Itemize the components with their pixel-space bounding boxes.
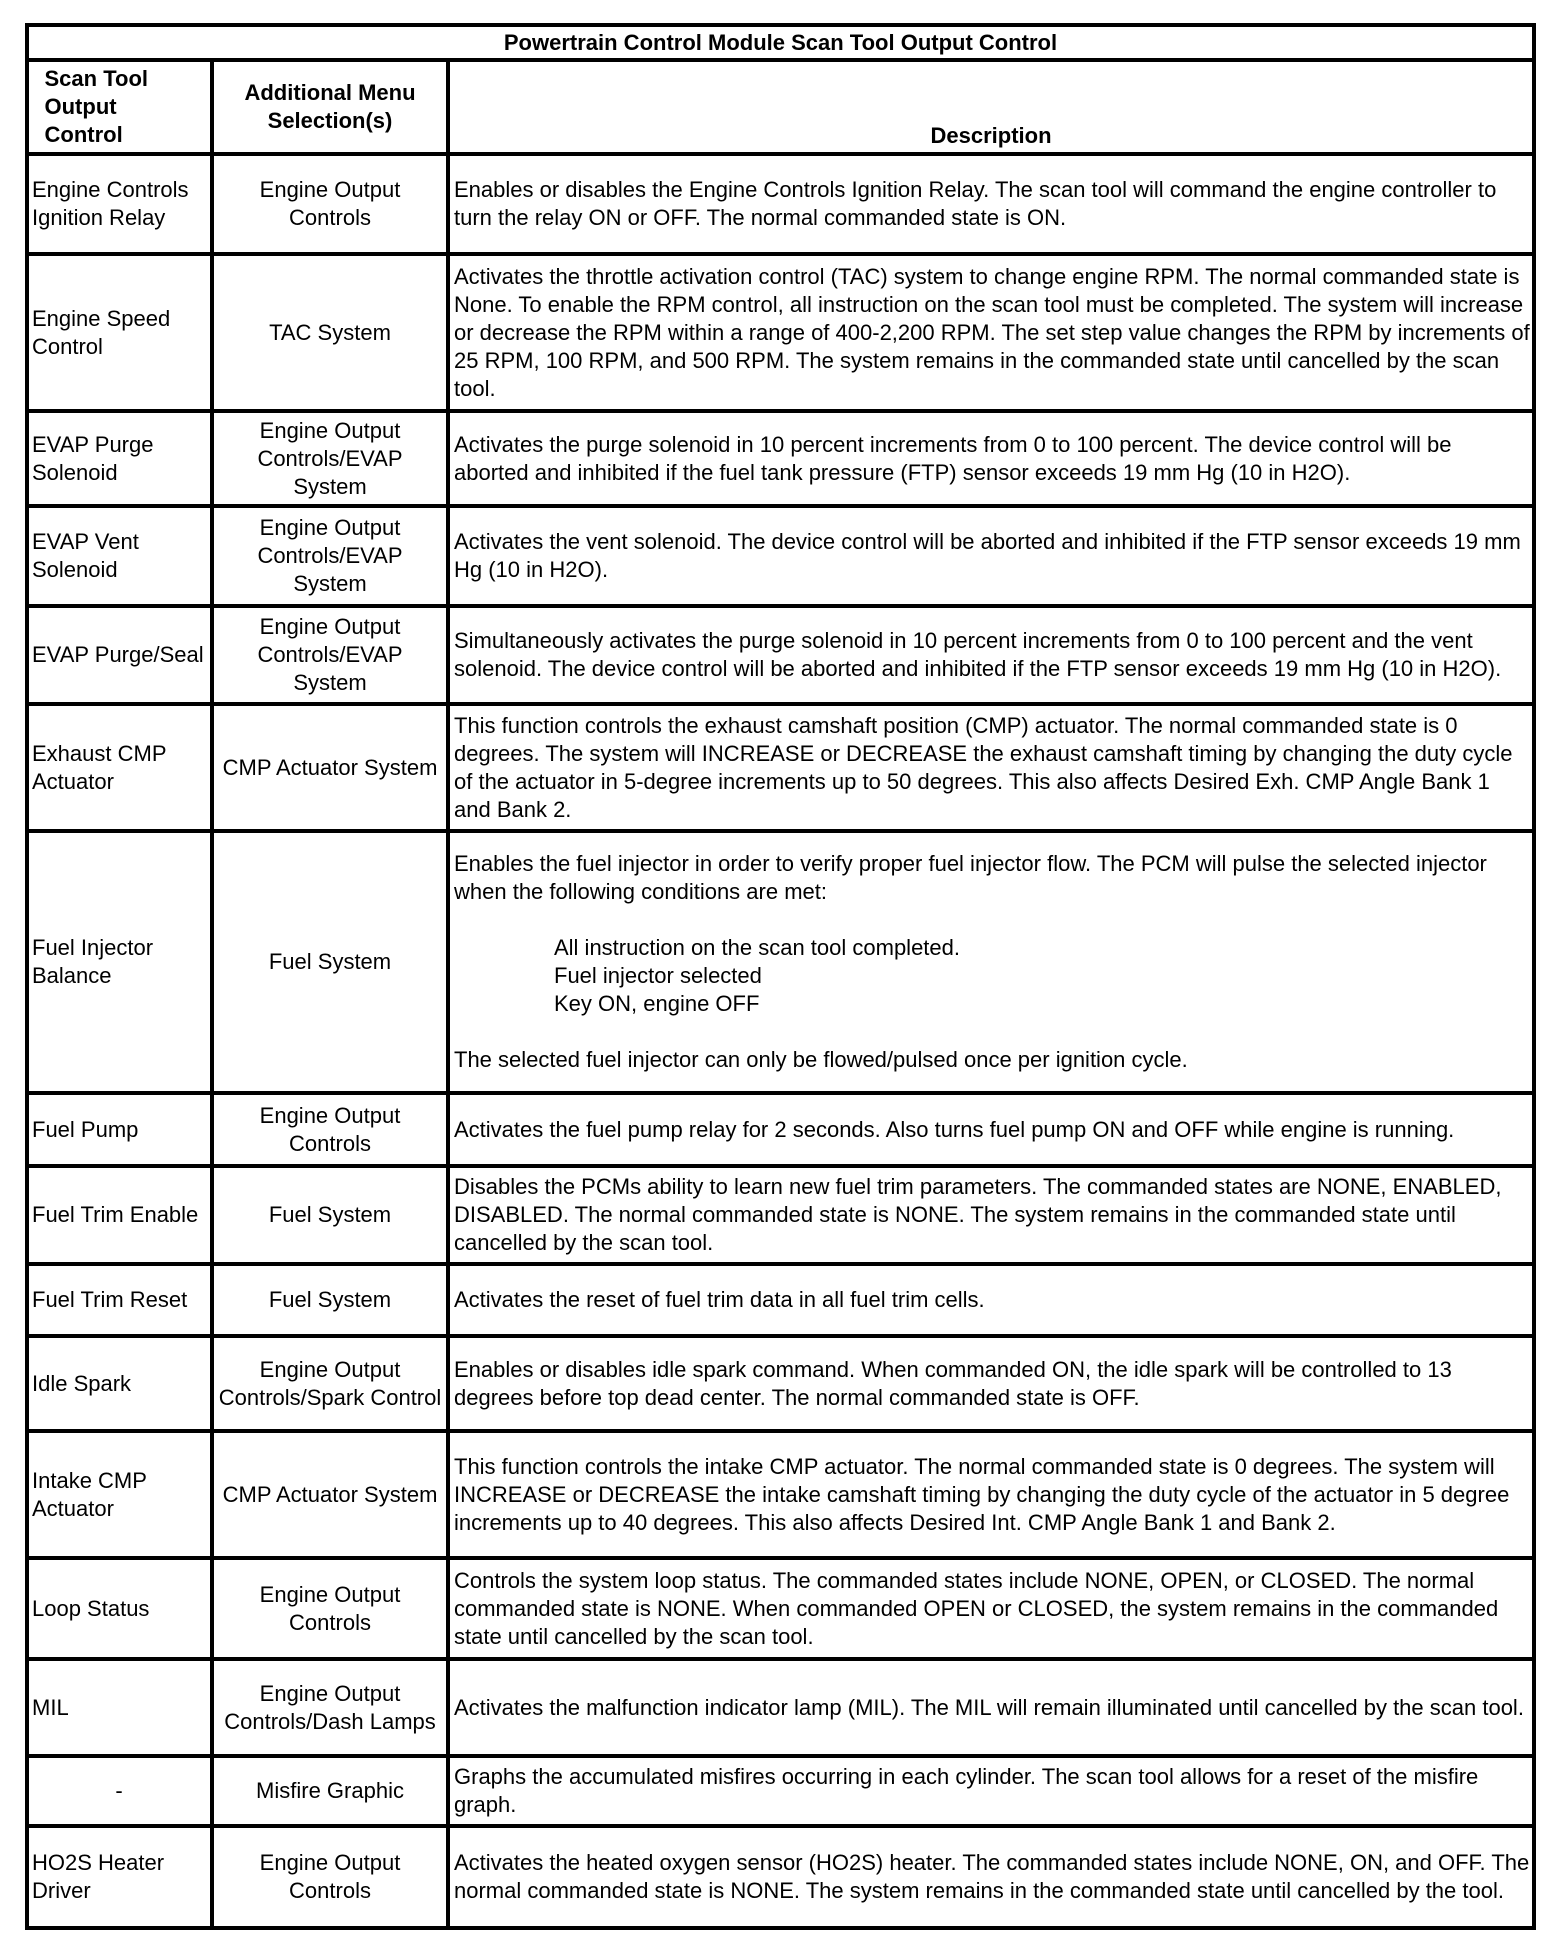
cell-description: This function controls the intake CMP actuator. The normal commanded state is 0 degrees. The system will INCREASE or DECREASE the intake camshaft timing by changing the duty cycle of the actuator in 5 degree increments up to 40 degrees. This also affects Desired Int. CMP Angle Bank 1 and Bank 2. <box>448 1431 1534 1558</box>
cell-menu-selection: Fuel System <box>212 1166 448 1264</box>
table-row <box>27 704 1534 831</box>
table-row <box>27 411 1534 506</box>
table-title-row <box>27 25 1534 60</box>
cell-menu-selection: Fuel System <box>212 831 448 1093</box>
cell-description: Activates the fuel pump relay for 2 seconds. Also turns fuel pump ON and OFF while engine is running. <box>448 1093 1534 1166</box>
cell-menu-selection: Engine Output Controls <box>212 1826 448 1928</box>
cell-description: Enables or disables the Engine Controls Ignition Relay. The scan tool will command the engine controller to turn the relay ON or OFF. The normal commanded state is ON. <box>448 154 1534 254</box>
table-row <box>27 1166 1534 1264</box>
table-header-row <box>27 60 1534 154</box>
header-menu-selection-label: Additional Menu Selection(s) <box>244 80 416 133</box>
table-row <box>27 154 1534 254</box>
spacer <box>454 1018 1530 1046</box>
cell-output-control: EVAP Purge/Seal <box>27 606 212 704</box>
cell-description: Activates the heated oxygen sensor (HO2S) heater. The commanded states include NONE, ON, and OFF. The normal commanded state is NONE. The system remains in the commanded state until cancelled by the tool. <box>448 1826 1534 1928</box>
cell-menu-selection: Engine Output Controls/EVAP System <box>212 606 448 704</box>
cell-description: Activates the vent solenoid. The device control will be aborted and inhibited if the FTP sensor exceeds 19 mm Hg (10 in H2O). <box>448 506 1534 606</box>
cell-output-control: HO2S Heater Driver <box>27 1826 212 1928</box>
cell-output-control: Intake CMP Actuator <box>27 1431 212 1558</box>
table-row <box>27 1659 1534 1756</box>
cell-description: Disables the PCMs ability to learn new fuel trim parameters. The commanded states are NONE, ENABLED, DISABLED. The normal commanded state is NONE. The system remains in the commanded state until cancelled by the scan tool. <box>448 1166 1534 1264</box>
cell-description: Graphs the accumulated misfires occurring in each cylinder. The scan tool allows for a reset of the misfire graph. <box>448 1756 1534 1826</box>
cell-description <box>448 831 1534 1093</box>
cell-output-control: Idle Spark <box>27 1336 212 1431</box>
condition-item: Fuel injector selected <box>554 963 762 988</box>
cell-description: Controls the system loop status. The commanded states include NONE, OPEN, or CLOSED. The normal commanded state is NONE. When commanded OPEN or CLOSED, the system remains in the commanded state until cancelled by the scan tool. <box>448 1558 1534 1659</box>
cell-description: Activates the throttle activation control (TAC) system to change engine RPM. The normal commanded state is None. To enable the RPM control, all instruction on the scan tool must be completed. The system will increase or decrease the RPM within a range of 400-2,200 RPM. The set step value changes the RPM by increments of 25 RPM, 100 RPM, and 500 RPM. The system remains in the commanded state until cancelled by the scan tool. <box>448 254 1534 411</box>
cell-output-control: MIL <box>27 1659 212 1756</box>
pcm-output-control-table <box>25 23 1536 1930</box>
cell-menu-selection: Engine Output Controls <box>212 1093 448 1166</box>
cell-menu-selection: Engine Output Controls/Dash Lamps <box>212 1659 448 1756</box>
cell-menu-selection: Engine Output Controls <box>212 1558 448 1659</box>
table-row <box>27 1826 1534 1928</box>
header-menu-selection <box>212 60 448 154</box>
cell-menu-selection: Engine Output Controls/EVAP System <box>212 506 448 606</box>
cell-description: Simultaneously activates the purge solenoid in 10 percent increments from 0 to 100 percent and the vent solenoid. The device control will be aborted and inhibited if the FTP sensor exceeds 19 mm Hg (10 in H2O). <box>448 606 1534 704</box>
cell-output-control: Exhaust CMP Actuator <box>27 704 212 831</box>
conditions-list <box>454 934 1530 1018</box>
cell-description: Activates the malfunction indicator lamp (MIL). The MIL will remain illuminated until cancelled by the scan tool. <box>448 1659 1534 1756</box>
cell-menu-selection: Misfire Graphic <box>212 1756 448 1826</box>
cell-output-control: - <box>27 1756 212 1826</box>
spacer <box>454 906 1530 934</box>
table-row <box>27 831 1534 1093</box>
header-output-control <box>27 60 212 154</box>
condition-item: All instruction on the scan tool completed. <box>554 935 961 960</box>
table-row <box>27 1264 1534 1336</box>
table-row <box>27 1756 1534 1826</box>
cell-output-control: EVAP Vent Solenoid <box>27 506 212 606</box>
header-description: Description <box>448 60 1534 154</box>
cell-menu-selection: TAC System <box>212 254 448 411</box>
cell-output-control: Fuel Injector Balance <box>27 831 212 1093</box>
cell-menu-selection: Fuel System <box>212 1264 448 1336</box>
cell-menu-selection: Engine Output Controls/Spark Control <box>212 1336 448 1431</box>
cell-menu-selection: CMP Actuator System <box>212 704 448 831</box>
table-row <box>27 1431 1534 1558</box>
cell-description: This function controls the exhaust camshaft position (CMP) actuator. The normal commanded state is 0 degrees. The system will INCREASE or DECREASE the exhaust camshaft timing by changing the duty cycle of the actuator in 5-degree increments up to 50 degrees. This also affects Desired Exh. CMP Angle Bank 1 and Bank 2. <box>448 704 1534 831</box>
cell-description: Activates the reset of fuel trim data in all fuel trim cells. <box>448 1264 1534 1336</box>
cell-output-control: Fuel Trim Enable <box>27 1166 212 1264</box>
cell-output-control: Loop Status <box>27 1558 212 1659</box>
description-intro: Enables the fuel injector in order to verify proper fuel injector flow. The PCM will pulse the selected injector when the following conditions are met: <box>454 851 1487 904</box>
condition-item: Key ON, engine OFF <box>554 991 760 1016</box>
cell-output-control: EVAP Purge Solenoid <box>27 411 212 506</box>
description-outro: The selected fuel injector can only be flowed/pulsed once per ignition cycle. <box>454 1047 1188 1072</box>
table-row <box>27 1093 1534 1166</box>
cell-output-control: Engine Speed Control <box>27 254 212 411</box>
table-title: Powertrain Control Module Scan Tool Output Control <box>27 25 1534 60</box>
cell-output-control: Engine Controls Ignition Relay <box>27 154 212 254</box>
cell-menu-selection: Engine Output Controls/EVAP System <box>212 411 448 506</box>
table-row <box>27 606 1534 704</box>
cell-output-control: Fuel Trim Reset <box>27 1264 212 1336</box>
cell-menu-selection: Engine Output Controls <box>212 154 448 254</box>
cell-description: Enables or disables idle spark command. When commanded ON, the idle spark will be controlled to 13 degrees before top dead center. The normal commanded state is OFF. <box>448 1336 1534 1431</box>
table-row <box>27 1558 1534 1659</box>
table-row <box>27 506 1534 606</box>
table-row <box>27 1336 1534 1431</box>
table-row <box>27 254 1534 411</box>
cell-output-control: Fuel Pump <box>27 1093 212 1166</box>
cell-description: Activates the purge solenoid in 10 percent increments from 0 to 100 percent. The device control will be aborted and inhibited if the fuel tank pressure (FTP) sensor exceeds 19 mm Hg (10 in H2O). <box>448 411 1534 506</box>
cell-menu-selection: CMP Actuator System <box>212 1431 448 1558</box>
header-output-control-label: Scan Tool Output Control <box>44 66 148 147</box>
